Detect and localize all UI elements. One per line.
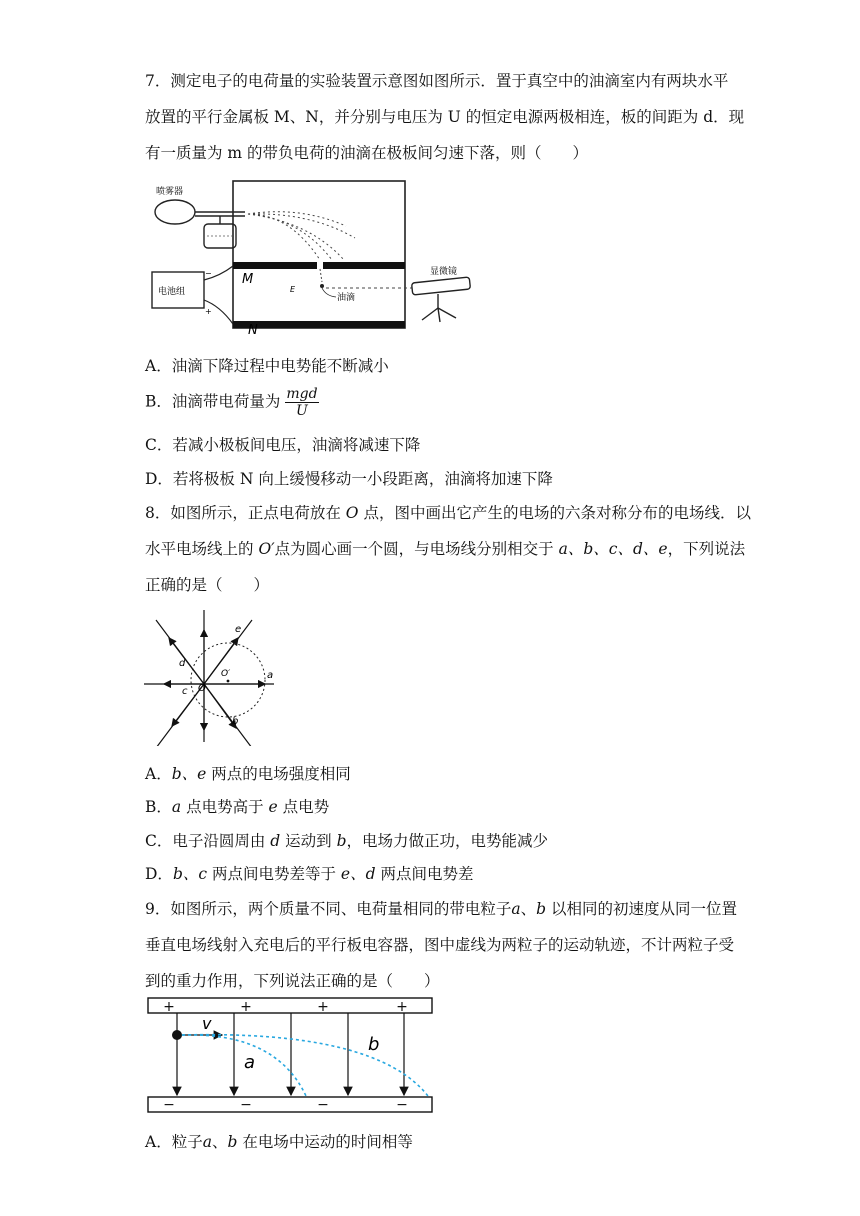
point-c-label: c <box>182 686 188 697</box>
trajectory-a-label: a <box>244 1052 256 1073</box>
point-o-prime-label: O′ <box>221 669 231 679</box>
q8-option-b: B．a 点电势高于 e 点电势 <box>145 798 330 816</box>
svg-text:+: + <box>205 307 212 316</box>
q9-stem-line-3: 到的重力作用，下列说法正确的是（ ） <box>145 972 440 990</box>
trajectory-b-label: b <box>368 1034 380 1055</box>
point-b-label: b <box>232 716 239 727</box>
plus-sign: + <box>240 999 252 1015</box>
q7-stem-line-1: 7．测定电子的电荷量的实验装置示意图如图所示．置于真空中的油滴室内有两块水平 <box>145 72 729 90</box>
oil-drop-label: 油滴 <box>337 293 356 303</box>
q7-stem-line-2: 放置的平行金属板 M、N，并分别与电压为 U 的恒定电源两极相连，板的间距为 d．现 <box>145 108 745 126</box>
point-d-label: d <box>179 658 186 669</box>
point-o-label: O <box>198 683 206 694</box>
q7-option-c: C．若减小极板间电压，油滴将减速下降 <box>145 436 421 454</box>
q8-stem-line-2: 水平电场线上的 O′点为圆心画一个圆，与电场线分别相交于 a、b、c、d、e，下列说法 <box>145 540 746 558</box>
point-e-label: e <box>235 624 242 635</box>
q7-option-b-prefix: B．油滴带电荷量为 <box>145 392 281 411</box>
battery-label: 电池组 <box>158 287 186 297</box>
plus-sign: + <box>163 999 175 1015</box>
fraction-numerator: mgd <box>286 386 318 402</box>
point-a-label: a <box>267 670 274 681</box>
q8-option-a: A．b、e 两点的电场强度相同 <box>145 765 351 783</box>
capacitor-figure <box>146 996 436 1116</box>
plus-sign: + <box>317 999 329 1015</box>
q8-option-c: C．电子沿圆周由 d 运动到 b，电场力做正功，电势能减少 <box>145 832 549 850</box>
q9-stem-line-2: 垂直电场线射入充电后的平行板电容器，图中虚线为两粒子的运动轨迹，不计两粒子受 <box>145 936 735 954</box>
minus-sign: − <box>240 1097 252 1113</box>
q8-stem-line-3: 正确的是（ ） <box>145 576 270 594</box>
plate-m-label: M <box>242 272 254 287</box>
minus-sign: − <box>396 1097 408 1113</box>
q7-option-b <box>145 386 319 419</box>
millikan-apparatus-figure <box>150 176 480 338</box>
minus-sign: − <box>163 1097 175 1113</box>
velocity-label: v <box>202 1014 212 1033</box>
q9-option-a: A．粒子a、b 在电场中运动的时间相等 <box>145 1133 413 1151</box>
fraction-denominator: U <box>296 403 308 419</box>
q7-option-b-fraction <box>285 386 318 419</box>
q7-option-a: A．油滴下降过程中电势能不断减小 <box>145 357 389 375</box>
q8-option-d: D．b、c 两点间电势差等于 e、d 两点间电势差 <box>145 865 474 883</box>
q8-stem-line-1: 8．如图所示，正点电荷放在 O 点，图中画出它产生的电场的六条对称分布的电场线．以 <box>145 504 751 522</box>
q7-option-d: D．若将极板 N 向上缓慢移动一小段距离，油滴将加速下降 <box>145 470 553 488</box>
svg-text:−: − <box>205 269 212 278</box>
q7-stem-line-3: 有一质量为 m 的带负电荷的油滴在极板间匀速下落，则（ ） <box>145 144 589 162</box>
field-label: E <box>290 285 296 294</box>
sprayer-label: 喷雾器 <box>156 187 184 197</box>
microscope-label: 显微镜 <box>430 267 458 277</box>
q9-stem-line-1: 9．如图所示，两个质量不同、电荷量相同的带电粒子a、b 以相同的初速度从同一位置 <box>145 900 738 918</box>
plate-n-label: N <box>248 323 258 338</box>
minus-sign: − <box>317 1097 329 1113</box>
plus-sign: + <box>396 999 408 1015</box>
point-charge-field-figure <box>144 604 284 746</box>
